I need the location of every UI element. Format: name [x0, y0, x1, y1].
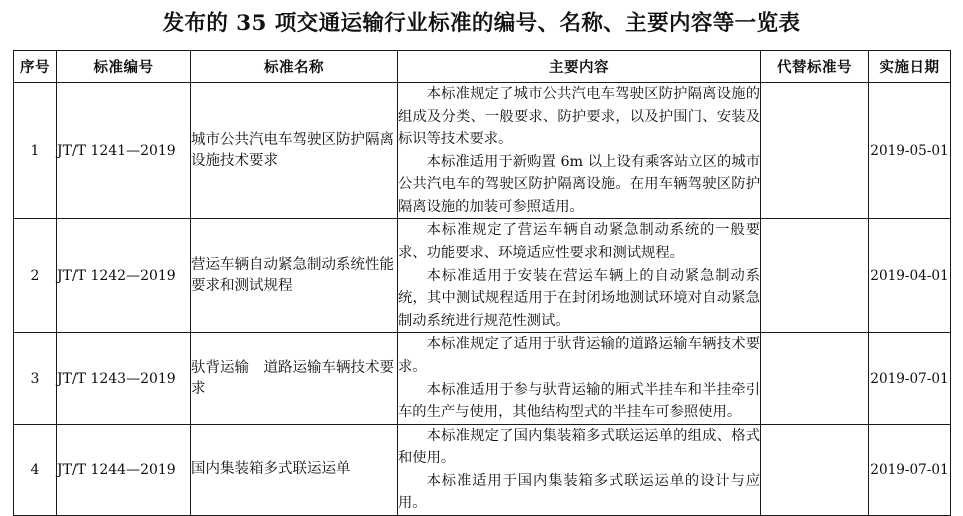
- content-paragraph: 本标准适用于参与驮背运输的厢式半挂车和半挂牵引车的生产与使用，其他结构型式的半挂车可参照使用。: [398, 381, 760, 421]
- content-paragraph: 本标准规定了适用于驮背运输的道路运输车辆技术要求。: [398, 336, 760, 375]
- replaced-standard: [761, 219, 869, 333]
- standards-table: [13, 50, 951, 516]
- standard-content: [398, 83, 761, 219]
- standard-code: JT/T 1243—2019: [57, 333, 191, 424]
- table-row: [14, 424, 951, 515]
- table-header: [14, 51, 951, 83]
- standard-content: [398, 424, 761, 515]
- replaced-standard: [761, 83, 869, 219]
- content-paragraph: 本标准规定了国内集装箱多式联运运单的组成、格式和使用。: [398, 427, 760, 467]
- table-body: [14, 83, 951, 516]
- row-index: 2: [14, 219, 57, 333]
- content-paragraph: 本标准规定了城市公共汽电车驾驶区防护隔离设施的组成及分类、一般要求、防护要求，以及护围门、安装及标识等技术要求。: [398, 86, 760, 148]
- standard-name: 驮背运输 道路运输车辆技术要求: [191, 333, 398, 424]
- standard-content: [398, 333, 761, 424]
- standard-name: 营运车辆自动紧急制动系统性能要求和测试规程: [191, 219, 398, 333]
- replaced-standard: [761, 424, 869, 515]
- row-index: 4: [14, 424, 57, 515]
- standard-name: 国内集装箱多式联运运单: [191, 424, 398, 515]
- column-header-replaced: 代替标准号: [761, 51, 869, 83]
- row-index: 1: [14, 83, 57, 219]
- content-paragraph: 本标准规定了营运车辆自动紧急制动系统的一般要求、功能要求、环境适应性要求和测试规程。: [398, 222, 760, 262]
- standard-code: JT/T 1244—2019: [57, 424, 191, 515]
- standard-name: 城市公共汽电车驾驶区防护隔离设施技术要求: [191, 83, 398, 219]
- effective-date: 2019-07-01: [869, 333, 951, 424]
- column-header-code: 标准编号: [57, 51, 191, 83]
- column-header-no: 序号: [14, 51, 57, 83]
- effective-date: 2019-04-01: [869, 219, 951, 333]
- column-header-name: 标准名称: [191, 51, 398, 83]
- table-row: [14, 83, 951, 219]
- page-title: 发布的 35 项交通运输行业标准的编号、名称、主要内容等一览表: [162, 11, 801, 36]
- effective-date: 2019-05-01: [869, 83, 951, 219]
- table-header-row: [14, 51, 951, 83]
- content-paragraph: 本标准适用于新购置 6m 以上设有乘客站立区的城市公共汽电车的驾驶区防护隔离设施。在用车辆驾驶区防护隔离设施的加装可参照适用。: [398, 153, 760, 215]
- content-paragraph: 本标准适用于安装在营运车辆上的自动紧急制动系统，其中测试规程适用于在封闭场地测试环境对自动紧急制动系统进行规范性测试。: [398, 267, 760, 329]
- table-row: [14, 333, 951, 424]
- effective-date: 2019-07-01: [869, 424, 951, 515]
- standard-content: [398, 219, 761, 333]
- replaced-standard: [761, 333, 869, 424]
- column-header-content: 主要内容: [398, 51, 761, 83]
- row-index: 3: [14, 333, 57, 424]
- standard-code: JT/T 1241—2019: [57, 83, 191, 219]
- column-header-date: 实施日期: [869, 51, 951, 83]
- content-paragraph: 本标准适用于国内集装箱多式联运运单的设计与应用。: [398, 472, 760, 512]
- standards-table-wrapper: [13, 50, 950, 516]
- standard-code: JT/T 1242—2019: [57, 219, 191, 333]
- table-row: [14, 219, 951, 333]
